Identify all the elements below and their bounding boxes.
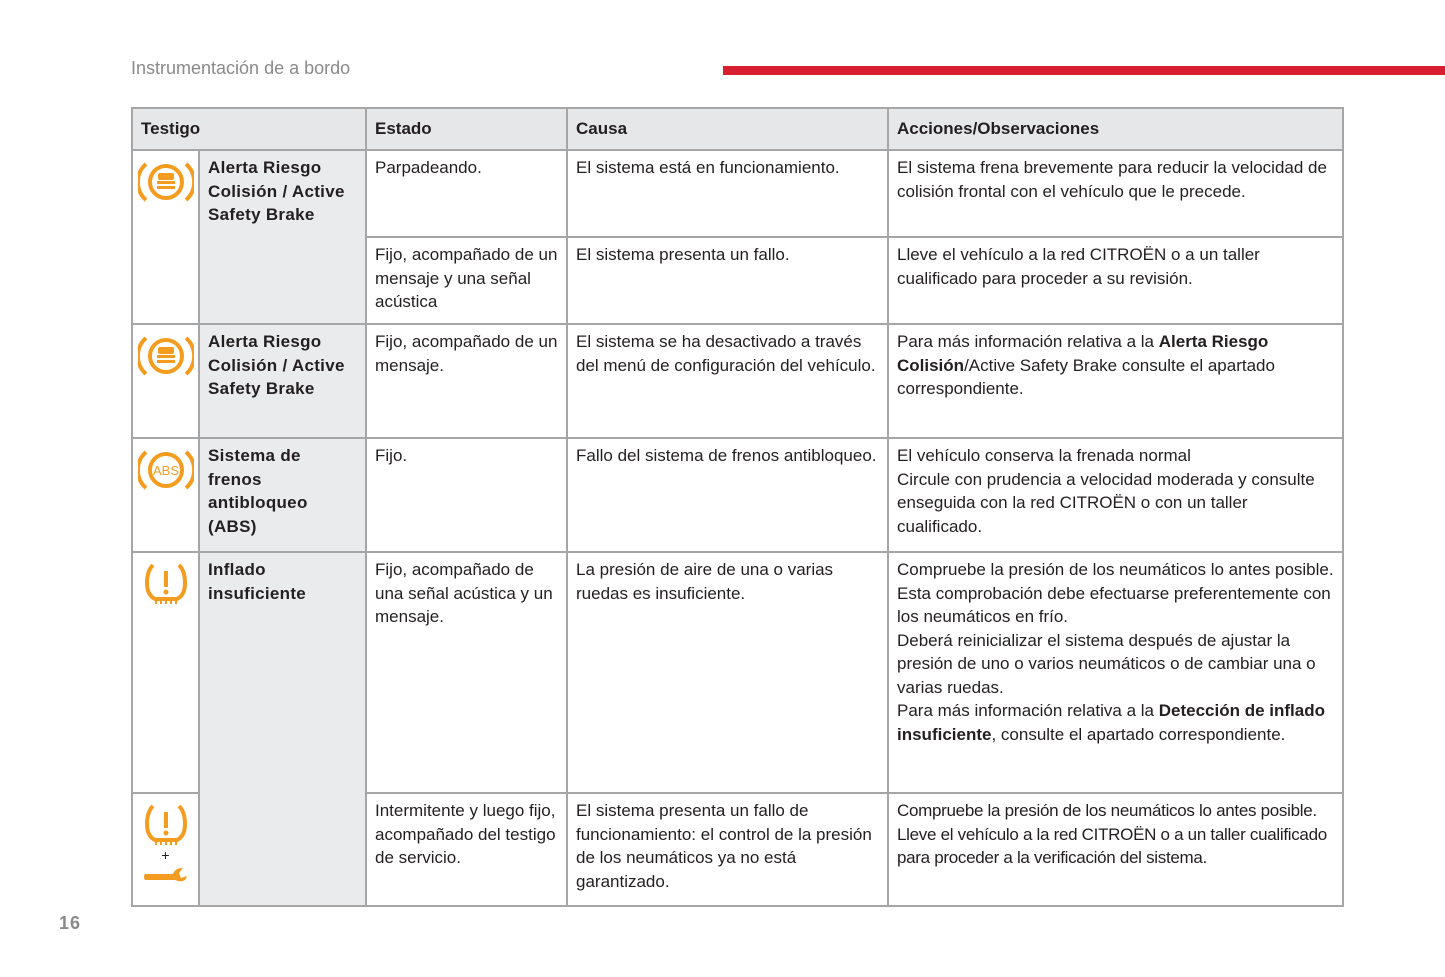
causa-cell: La presión de aire de una o varias ruedas es insuficiente. bbox=[567, 552, 888, 793]
acciones-cell bbox=[888, 438, 1343, 552]
table-row bbox=[132, 324, 1343, 438]
text: Circule con prudencia a velocidad moderada y consulte enseguida con la red CITROËN o con un taller cualificado. bbox=[897, 469, 1315, 536]
testigo-name: Sistema de frenos antibloqueo (ABS) bbox=[199, 438, 366, 552]
text: Deberá reinicializar el sistema después de ajustar la presión de uno o varios neumáticos o de cambiar una o varias ruedas. bbox=[897, 630, 1316, 697]
testigo-name: Alerta Riesgo Colisión / Active Safety Brake bbox=[199, 150, 366, 324]
warning-lights-table bbox=[131, 107, 1344, 907]
text: Lleve el vehículo a la red CITROËN o a un taller cualificado para proceder a la verificación del sistema. bbox=[897, 824, 1327, 867]
section-title: Instrumentación de a bordo bbox=[131, 58, 351, 78]
causa-cell: El sistema presenta un fallo. bbox=[567, 237, 888, 324]
estado-cell: Intermitente y luego fijo, acompañado del testigo de servicio. bbox=[366, 793, 567, 906]
acciones-cell bbox=[888, 552, 1343, 793]
estado-cell: Parpadeando. bbox=[366, 150, 567, 237]
tyre-pressure-icon bbox=[132, 552, 199, 793]
text: El vehículo conserva la frenada normal bbox=[897, 446, 1191, 465]
text: , consulte el apartado correspondiente. bbox=[991, 724, 1286, 744]
collision-alert-icon bbox=[132, 150, 199, 324]
text: Compruebe la presión de los neumáticos lo antes posible. bbox=[897, 560, 1334, 579]
estado-cell: Fijo, acompañado de una señal acústica y un mensaje. bbox=[366, 552, 567, 793]
table-row bbox=[132, 438, 1343, 552]
text: Compruebe la presión de los neumáticos lo antes posible. bbox=[897, 801, 1317, 820]
text: /Active Safety Brake consulte el apartado correspondiente. bbox=[897, 355, 1275, 398]
acciones-cell bbox=[888, 793, 1343, 906]
table-row bbox=[132, 150, 1343, 237]
col-estado: Estado bbox=[366, 108, 567, 150]
estado-cell: Fijo, acompañado de un mensaje y una señal acústica bbox=[366, 237, 567, 324]
red-accent-bar bbox=[723, 66, 1445, 75]
tyre-pressure-plus-service-icon bbox=[132, 793, 199, 906]
estado-cell: Fijo, acompañado de un mensaje. bbox=[366, 324, 567, 438]
acciones-cell: Lleve el vehículo a la red CITROËN o a un taller cualificado para proceder a su revisión. bbox=[888, 237, 1343, 324]
text: Esta comprobación debe efectuarse preferentemente con los neumáticos en frío. bbox=[897, 583, 1331, 626]
col-acciones: Acciones/Observaciones bbox=[888, 108, 1343, 150]
abs-icon bbox=[132, 438, 199, 552]
table-row bbox=[132, 552, 1343, 793]
estado-cell: Fijo. bbox=[366, 438, 567, 552]
text: Para más información relativa a la bbox=[897, 701, 1159, 720]
testigo-name: Inflado insuficiente bbox=[199, 552, 366, 906]
causa-cell: El sistema se ha desactivado a través del menú de configuración del vehículo. bbox=[567, 324, 888, 438]
col-causa: Causa bbox=[567, 108, 888, 150]
plus-sign: + bbox=[161, 847, 170, 863]
causa-cell: El sistema está en funcionamiento. bbox=[567, 150, 888, 237]
causa-cell: El sistema presenta un fallo de funcionamiento: el control de la presión de los neumáticos ya no está garantizado. bbox=[567, 793, 888, 906]
col-testigo: Testigo bbox=[132, 108, 366, 150]
collision-alert-icon bbox=[132, 324, 199, 438]
acciones-cell: El sistema frena brevemente para reducir la velocidad de colisión frontal con el vehículo que le precede. bbox=[888, 150, 1343, 237]
wrench-icon bbox=[143, 866, 189, 886]
page-number: 16 bbox=[59, 913, 82, 933]
abs-icon-text: ABS bbox=[152, 463, 179, 478]
table-header bbox=[132, 108, 1343, 150]
bold-text: Alerta Riesgo Colisión bbox=[897, 332, 1269, 375]
causa-cell: Fallo del sistema de frenos antibloqueo. bbox=[567, 438, 888, 552]
testigo-name: Alerta Riesgo Colisión / Active Safety Brake bbox=[199, 324, 366, 438]
bold-text: Detección de inflado insuficiente bbox=[897, 701, 1325, 744]
acciones-cell bbox=[888, 324, 1343, 438]
text: Para más información relativa a la bbox=[897, 332, 1159, 351]
